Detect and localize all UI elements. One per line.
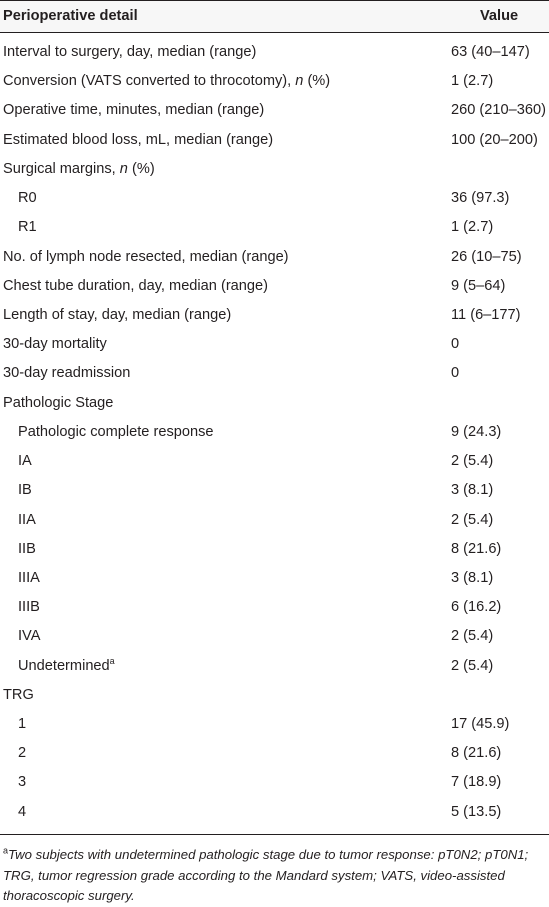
row-label: R1 (18, 219, 37, 236)
row-label: 30-day readmission (3, 365, 131, 382)
table-row (0, 161, 549, 190)
table-row (0, 687, 549, 716)
row-label: IIIB (18, 599, 40, 616)
footnote-marker: a (109, 655, 115, 666)
row-label: 2 (18, 745, 27, 762)
row-value: 3 (8.1) (451, 569, 494, 586)
row-label: IA (18, 453, 32, 470)
table-header (0, 0, 549, 33)
row-label: Pathologic Stage (3, 394, 114, 411)
row-value: 1 (2.7) (451, 219, 494, 236)
row-value: 2 (5.4) (451, 628, 494, 645)
row-value: 3 (8.1) (451, 482, 494, 499)
table-row (0, 102, 549, 131)
row-label: IB (18, 482, 32, 499)
table-row (0, 482, 549, 511)
row-label: Surgical margins, n (%) (3, 160, 155, 177)
row-value: 0 (451, 365, 460, 382)
table-row (0, 73, 549, 102)
row-label: IVA (18, 628, 41, 645)
table-row (0, 774, 549, 803)
row-label: Pathologic complete response (18, 423, 214, 440)
table-row (0, 453, 549, 482)
row-value: 9 (5–64) (451, 277, 506, 294)
row-value: 36 (97.3) (451, 190, 510, 207)
table-row (0, 44, 549, 73)
row-label: 4 (18, 803, 27, 820)
row-label: Undetermined$^a$ (18, 655, 115, 674)
row-value: 2 (5.4) (451, 657, 494, 674)
row-value: 2 (5.4) (451, 511, 494, 528)
table-row (0, 278, 549, 307)
table-bottom-rule (0, 834, 549, 835)
row-value: 9 (24.3) (451, 423, 502, 440)
row-value: 0 (451, 336, 460, 353)
row-value: 63 (40–147) (451, 44, 530, 60)
row-label: Estimated blood loss, mL, median (range) (3, 131, 274, 148)
row-value: 260 (210–360) (451, 102, 546, 119)
row-value: 7 (18.9) (451, 774, 502, 791)
table-row (0, 395, 549, 424)
row-value: 26 (10–75) (451, 248, 522, 265)
table-row (0, 804, 549, 833)
table-row (0, 132, 549, 161)
row-value: 17 (45.9) (451, 716, 510, 733)
table-row (0, 190, 549, 219)
footnote-marker: a (3, 845, 9, 856)
footnote-text: Two subjects with undetermined pathologic stage due to tumor response: pT0N2; pT0N1; TRG, tumor regression grade according to the Mandard system; VATS, video-assisted thoracoscopic surgery. (3, 847, 529, 903)
table-row (0, 219, 549, 248)
row-value: 100 (20–200) (451, 131, 538, 148)
table-row (0, 655, 549, 687)
header-value: Value (480, 8, 519, 24)
row-label: 30-day mortality (3, 336, 107, 353)
row-label: No. of lymph node resected, median (range) (3, 248, 289, 265)
row-value: 2 (5.4) (451, 453, 494, 470)
row-label: R0 (18, 190, 37, 207)
table-row (0, 365, 549, 394)
table-body (0, 44, 549, 833)
row-label: Interval to surgery, day, median (range) (3, 44, 257, 60)
table-row (0, 716, 549, 745)
table-row (0, 541, 549, 570)
row-value: 1 (2.7) (451, 73, 494, 90)
table-row (0, 336, 549, 365)
table-row (0, 424, 549, 453)
row-value: 8 (21.6) (451, 540, 502, 557)
header-detail: Perioperative detail (3, 8, 138, 24)
row-label: Length of stay, day, median (range) (3, 306, 232, 323)
row-label: IIIA (18, 569, 40, 586)
row-label: Conversion (VATS converted to throcotomy), n (%) (3, 73, 331, 90)
table-row (0, 512, 549, 541)
row-label: Operative time, minutes, median (range) (3, 102, 265, 119)
row-value: 5 (13.5) (451, 803, 502, 820)
table-row (0, 570, 549, 599)
row-label: IIA (18, 511, 36, 528)
row-label: 3 (18, 774, 27, 791)
row-label: TRG (3, 686, 34, 703)
table-row (0, 745, 549, 774)
row-value: 8 (21.6) (451, 745, 502, 762)
row-value: 6 (16.2) (451, 599, 502, 616)
table-row (0, 599, 549, 628)
row-value: 11 (6–177) (451, 306, 521, 323)
row-label: 1 (18, 716, 27, 733)
table-row (0, 307, 549, 336)
table-row (0, 628, 549, 657)
table-footnote (3, 845, 543, 907)
row-label: Chest tube duration, day, median (range) (3, 277, 269, 294)
table-row (0, 249, 549, 278)
row-label: IIB (18, 540, 36, 557)
